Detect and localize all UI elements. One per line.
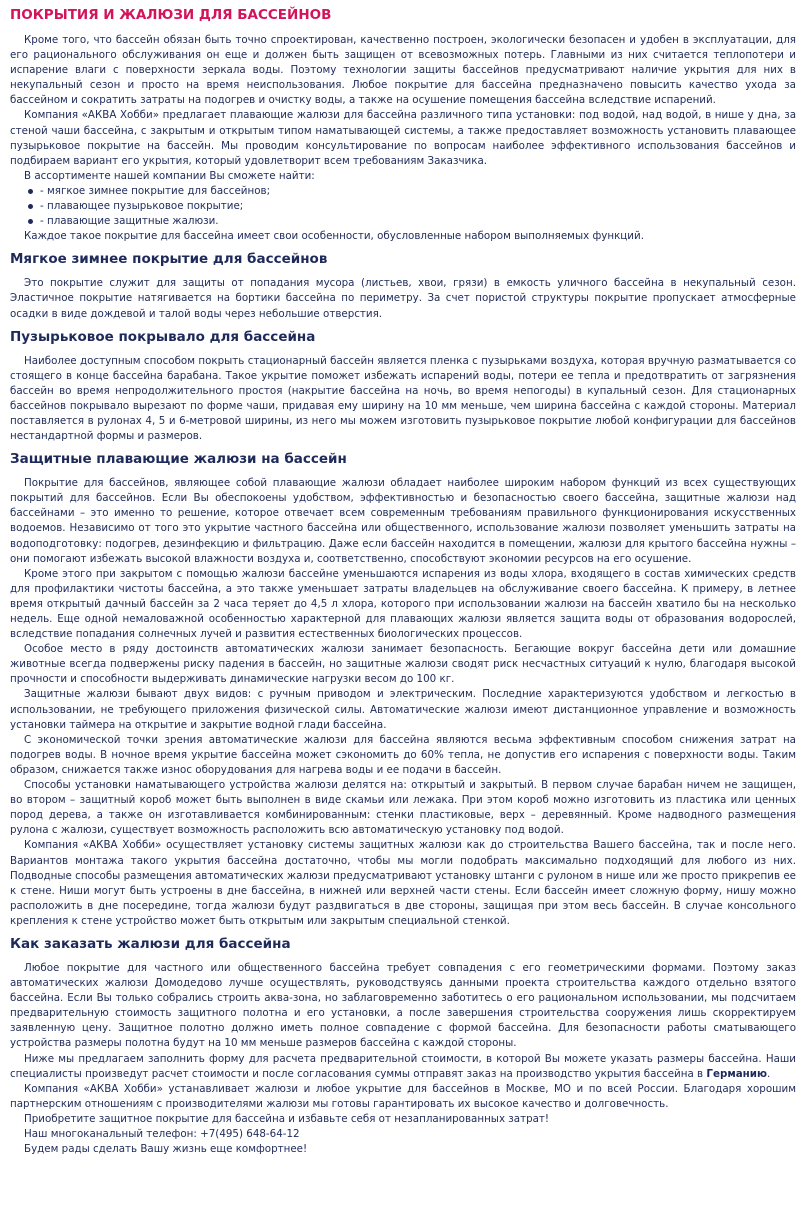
list-item: - мягкое зимнее покрытие для бассейнов; — [26, 184, 796, 199]
list-item: - плавающие защитные жалюзи. — [26, 214, 796, 229]
list-item: - плавающее пузырьковое покрытие; — [26, 199, 796, 214]
section-heading-shutters: Защитные плавающие жалюзи на бассейн — [10, 451, 347, 468]
cover-types-list — [10, 184, 796, 229]
intro-paragraph-2: Компания «АКВА Хобби» предлагает плавающие жалюзи для бассейна различного типа установки: под водой, над водой, в нише у дна, за стеной чаши бассейна, с закрытым и открытым типом наматывающей системы, а также предоставляет возможность установить плавающее пузырьковое покрытие на бассейн. Мы проводим консультирование по вопросам наиболее эффективного использования бассейнов и подбираем вариант его укрытия, который удовлетворит всем требованиям Заказчика. — [10, 109, 796, 167]
closing-line-offer: Приобретите защитное покрытие для бассейна и избавьте себя от незапланированных затрат! — [24, 1112, 550, 1125]
bullet-icon — [28, 204, 33, 209]
order-paragraph-2: Ниже мы предлагаем заполнить форму для расчета предварительной стоимости, в которой Вы можете указать размеры бассейна. Наши специалисты произведут расчет стоимости и после согласования суммы отправят заказ на производство укрытия бассейна в Германию. — [10, 1052, 796, 1080]
shutters-paragraph-4: Защитные жалюзи бывают двух видов: с ручным приводом и электрическим. Последние характеризуются удобством и легкостью в использовании, не требующего приложения физической силы. Автоматические жалюзи имеют дистанционное управление и возможность установки таймера на открытие и закрытие водной глади бассейна. — [10, 688, 796, 731]
shutters-paragraph-1: Покрытие для бассейнов, являющее собой плавающие жалюзи обладает наиболее широким набором функций из всех существующих покрытий для бассейнов. Если Вы обеспокоены удобством, эффективностью и безопасностью своего бассейна, защитные жалюзи над бассейнами – это именно то решение, которое отвечает всем современным требованиям правильного функционирования искусственных водоемов. Независимо от того это укрытие частного бассейна или общественного, использование жалюзи позволяет уменьшить затраты на водоподготовку: подогрев, дезинфекцию и фильтрацию. Даже если бассейн находится в помещении, жалюзи для крытого бассейна нужны – они помогают избежать высокой влажности воздуха и, соответственно, способствуют экономии ресурсов на его осушение. — [10, 477, 796, 565]
soft-paragraph: Это покрытие служит для защиты от попадания мусора (листьев, хвои, грязи) в емкость уличного бассейна в некупальный сезон. Эластичное покрытие натягивается на бортики бассейна по периметру. За счет пористой структуры покрытие пропускает атмосферные осадки в виде дождевой и талой воды через небольшие отверстия. — [10, 277, 796, 320]
country-emphasis: Германию — [706, 1067, 768, 1080]
shutters-paragraph-5: С экономической точки зрения автоматические жалюзи для бассейна являются весьма эффективным способом снижения затрат на подогрев воды. В ночное время укрытие бассейна может сэкономить до 60% тепла, не допустив его испарения с поверхности воды. Таким образом, снижается также износ оборудования для нагрева воды и ее подачи в бассейн. — [10, 733, 796, 776]
bullet-icon — [28, 219, 33, 224]
shutters-paragraph-7: Компания «АКВА Хобби» осуществляет установку системы защитных жалюзи как до строительства Вашего бассейна, так и после него. Вариантов монтажа такого укрытия бассейна достаточно, чтобы мы могли подобрать максимально подходящий для любого из них. Подводные способы размещения автоматических жалюзи предусматривают установку штанги с рулоном в нише или же просто прикрепив ее к стене. Ниши могут быть устроены в дне бассейна, в нижней или верхней части стены. Если бассейн имеет сложную форму, нишу можно расположить в дне посередине, тогда жалюзи будут раздвигаться в две стороны, защищая при этом весь бассейн. В случае консольного крепления к стене устройство может быть открытым или закрытым специальной стенкой. — [10, 839, 796, 927]
closing-line-phone: Наш многоканальный телефон: +7(495) 648-64-12 — [24, 1128, 300, 1140]
shutters-paragraph-2: Кроме этого при закрытом с помощью жалюзи бассейне уменьшаются испарения из воды хлора, входящего в состав химических средств для профилактики чистоты бассейна, а это также уменьшает затраты владельцев на обслуживание своего бассейна. К примеру, в летнее время открытый дачный бассейн за 2 часа теряет до 4,5 л хлора, которого при использовании жалюзи на бассейн хватило бы на несколько недель. Еще одной немаловажной особенностью характерной для плавающих жалюзи является защита воды от образования водорослей, вследствие попадания солнечных лучей и развития естественных биологических процессов. — [10, 567, 796, 641]
intro-paragraph-3: В ассортименте нашей компании Вы сможете найти: — [24, 169, 315, 182]
shutters-paragraph-6: Способы установки наматывающего устройства жалюзи делятся на: открытый и закрытый. В первом случае барабан ничем не защищен, во втором – защитный короб может быть выполнен в виде скамьи или лежака. При этом короб можно изготовить из пластика или ценных пород дерева, а также он изготавливается комбинированным: стенки пластиковые, верх – деревянный. Кроме надводного размещения рулона с жалюзи, существует возможность расположить всю автоматическую установку под водой. — [10, 779, 796, 837]
order-paragraph-3: Компания «АКВА Хобби» устанавливает жалюзи и любое укрытие для бассейнов в Москве, МО и по всей России. Благодаря хорошим партнерским отношениям с производителями жалюзи мы готовы гарантировать их высокое качество и долговечность. — [10, 1082, 796, 1110]
intro-paragraph-4: Каждое такое покрытие для бассейна имеет свои особенности, обусловленные набором выполняемых функций. — [24, 230, 644, 243]
shutters-paragraph-3: Особое место в ряду достоинств автоматических жалюзи занимает безопасность. Бегающие вокруг бассейна дети или домашние животные всегда подвержены риску падения в бассейн, но защитные жалюзи сводят риск несчастных ситуаций к нулю, благодаря высокой прочности и способности выдерживать динамические нагрузки весом до 100 кг. — [10, 643, 796, 686]
intro-paragraph-1: Кроме того, что бассейн обязан быть точно спроектирован, качественно построен, экологически безопасен и удобен в эксплуатации, для его рационального обслуживания он еще и должен быть защищен от всевозможных потерь. Главными из них считается теплопотери и испарение влаги с поверхности зеркала воды. Поэтому технологии защиты бассейнов предусматривают наличие укрытия для них в некупальный сезон и просто на время неиспользования. Любое покрытие для бассейна предназначено повысить качество ухода за бассейном и сократить затраты на подогрев и очистку воды, а также на осушение помещения бассейна вследствие испарений. — [10, 34, 796, 107]
page-title: ПОКРЫТИЯ И ЖАЛЮЗИ ДЛЯ БАССЕЙНОВ — [10, 7, 332, 23]
bubble-paragraph: Наиболее доступным способом покрыть стационарный бассейн является пленка с пузырьками воздуха, которая вручную разматывается со стоящего в конце бассейна барабана. Такое укрытие поможет избежать испарений воды, потери ее тепла и предотвратить от загрязнения бассейн во время непродолжительного простоя (накрытие бассейна на ночь, во время непогоды) в купальный сезон. Для стационарных бассейнов покрывало вырезают по форме чаши, придавая ему ширину на 10 мм меньше, чем ширина бассейна с каждой стороны. Материал поставляется в рулонах 4, 5 и 6-метровой ширины, из него мы можем изготовить пузырьковое покрытие любой конфигурации для бассейнов нестандартной формы и размеров. — [10, 354, 796, 443]
closing-block — [10, 1112, 796, 1157]
closing-line-thanks: Будем рады сделать Вашу жизнь еще комфортнее! — [24, 1143, 308, 1156]
bullet-icon — [28, 189, 33, 194]
section-heading-bubble: Пузырьковое покрывало для бассейна — [10, 328, 316, 345]
order-paragraph-1: Любое покрытие для частного или общественного бассейна требует совпадения с его геометрическими формами. Поэтому заказ автоматических жалюзи Домодедово лучше осуществлять, руководствуясь данными проекта строительства каждого отдельно взятого бассейна. Если Вы только собрались строить аква-зона, но заблаговременно заботитесь о его рациональном использовании, мы подсчитаем предварительную стоимость защитного полотна и его установки, а после завершения строительства сооружения лишь скорректируем заявленную цену. Защитное полотно должно иметь полное совпадение с формой бассейна. Для безопасности работы сматывающего устройства размеры полотна будут на 10 мм меньше размеров бассейна с каждой стороны. — [10, 961, 796, 1050]
section-heading-order: Как заказать жалюзи для бассейна — [10, 935, 291, 952]
section-heading-soft: Мягкое зимнее покрытие для бассейнов — [10, 251, 328, 268]
